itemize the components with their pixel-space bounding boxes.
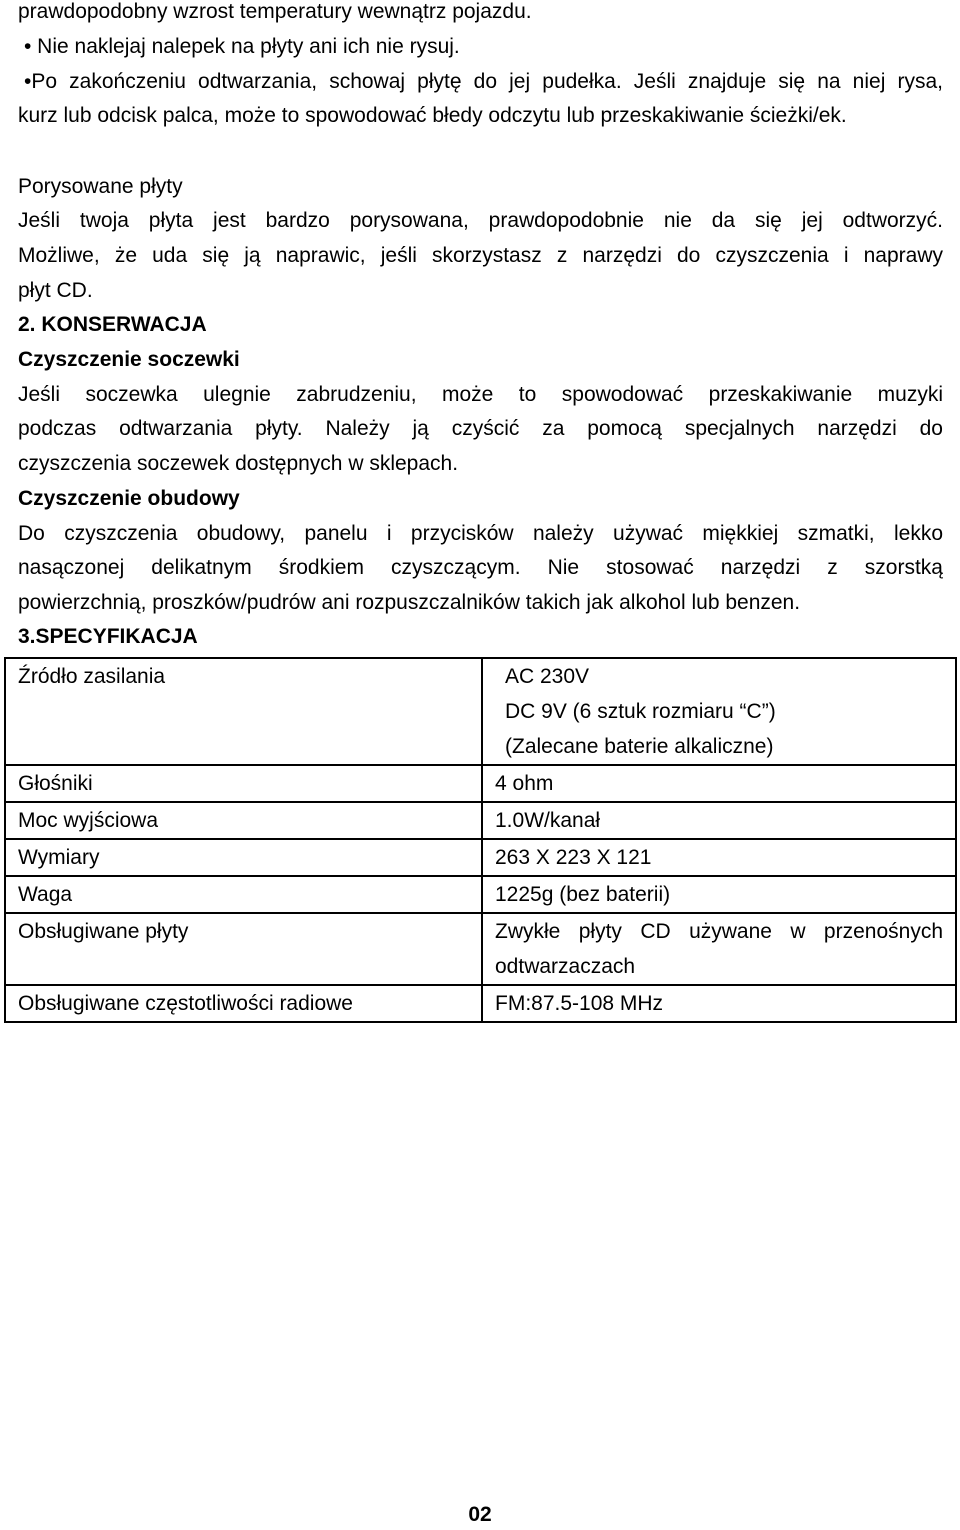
spec-label: Wymiary (5, 839, 482, 876)
case-text-3: powierzchnią, proszków/pudrów ani rozpuszczalników takich jak alkohol lub benzen. (18, 591, 801, 614)
bullet-store-disc-cont: kurz lub odcisk palca, może to spowodować błedy odczytu lub przeskakiwanie ścieżki/ek. (18, 104, 847, 127)
spec-label: Moc wyjściowa (5, 802, 482, 839)
spec-value-line: AC 230V (505, 665, 590, 688)
spec-value-line: Zwykłe płyty CD używane w przenośnych (495, 920, 943, 943)
spec-value: 4 ohm (482, 765, 956, 802)
spec-value-line: (Zalecane baterie alkaliczne) (505, 735, 774, 758)
spec-value (482, 913, 956, 985)
spec-label: Waga (5, 876, 482, 913)
lens-text-3: czyszczenia soczewek dostępnych w sklepach. (18, 452, 459, 475)
intro-line: prawdopodobny wzrost temperatury wewnątrz pojazdu. (18, 0, 532, 23)
lens-text-1: Jeśli soczewka ulegnie zabrudzeniu, może to spowodować przeskakiwanie muzyki (18, 383, 943, 406)
case-cleaning-heading: Czyszczenie obudowy (18, 487, 240, 510)
lens-cleaning-heading: Czyszczenie soczewki (18, 348, 240, 371)
table-row (5, 802, 956, 839)
table-row (5, 913, 956, 985)
spec-value: 1225g (bez baterii) (482, 876, 956, 913)
maintenance-heading: 2. KONSERWACJA (18, 313, 207, 336)
specification-heading: 3.SPECYFIKACJA (18, 625, 198, 648)
table-row (5, 985, 956, 1022)
case-text-2: nasączonej delikatnym środkiem czyszczącym. Nie stosować narzędzi z szorstką (18, 556, 943, 579)
table-row (5, 839, 956, 876)
scratched-text-2: Możliwe, że uda się ją naprawic, jeśli skorzystasz z narzędzi do czyszczenia i naprawy (18, 244, 943, 267)
spec-value: 1.0W/kanał (482, 802, 956, 839)
scratched-text-3: płyt CD. (18, 279, 93, 302)
spec-label: Źródło zasilania (5, 658, 482, 765)
spec-value-line: odtwarzaczach (495, 955, 636, 978)
lens-text-2: podczas odtwarzania płyty. Należy ją czyścić za pomocą specjalnych narzędzi do (18, 417, 943, 440)
table-row (5, 765, 956, 802)
spec-label: Obsługiwane płyty (5, 913, 482, 985)
scratched-discs-heading: Porysowane płyty (18, 175, 183, 198)
table-row (5, 876, 956, 913)
bullet-store-disc: •Po zakończeniu odtwarzania, schowaj płytę do jej pudełka. Jeśli znajduje się na niej rysa, (24, 70, 943, 93)
spec-label: Głośniki (5, 765, 482, 802)
table-row (5, 658, 956, 765)
spec-label: Obsługiwane częstotliwości radiowe (5, 985, 482, 1022)
spec-value: 263 X 223 X 121 (482, 839, 956, 876)
page-number: 02 (468, 1503, 492, 1526)
spec-value-line: DC 9V (6 sztuk rozmiaru “C”) (505, 700, 776, 723)
spec-value (482, 658, 956, 765)
scratched-text-1: Jeśli twoja płyta jest bardzo porysowana, prawdopodobnie nie da się jej odtworzyć. (18, 209, 943, 232)
case-text-1: Do czyszczenia obudowy, panelu i przycisków należy używać miękkiej szmatki, lekko (18, 522, 943, 545)
spec-value: FM:87.5-108 MHz (482, 985, 956, 1022)
bullet-no-stickers: • Nie naklejaj nalepek na płyty ani ich nie rysuj. (24, 35, 460, 58)
specification-table (4, 657, 957, 1023)
